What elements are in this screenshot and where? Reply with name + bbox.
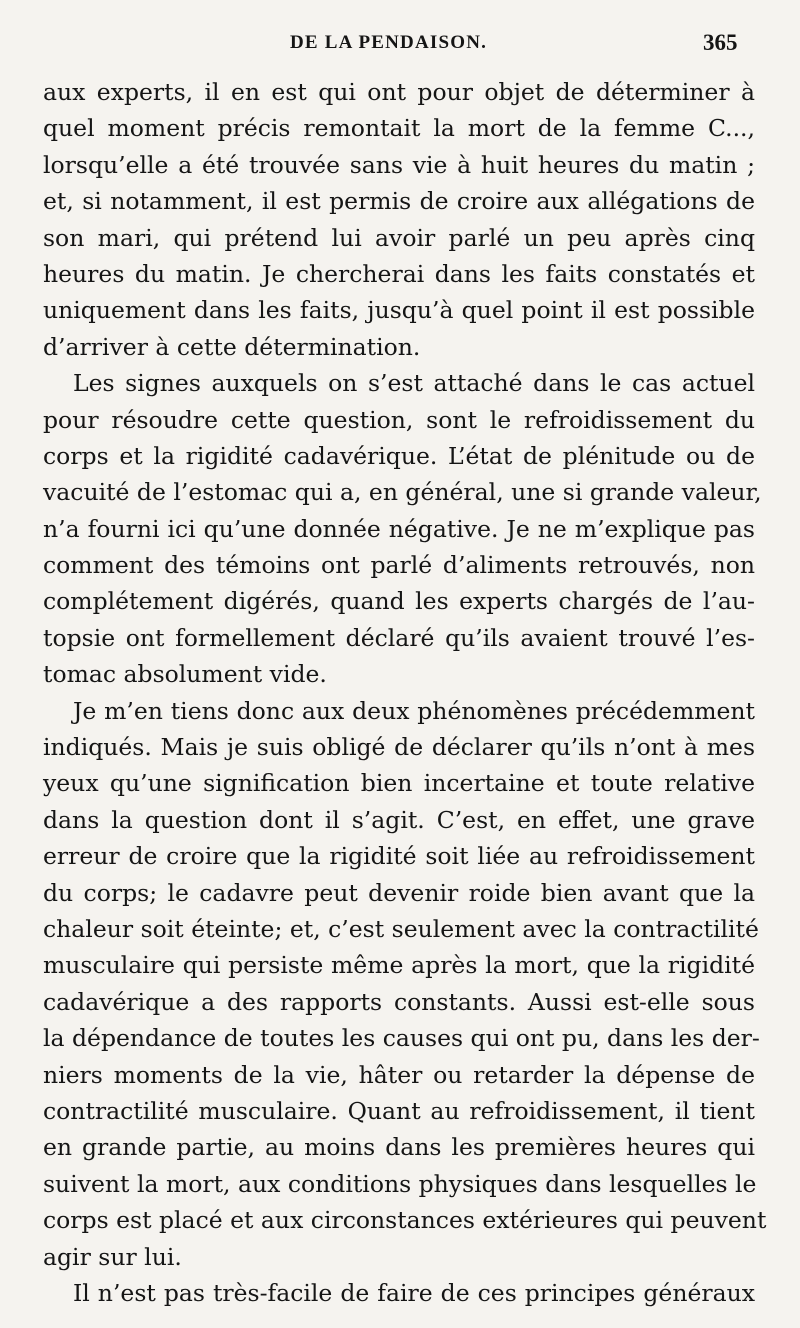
page-number: 365 bbox=[703, 30, 738, 55]
text-line: aux experts, il en est qui ont pour objet de déterminer à bbox=[43, 78, 755, 106]
text-line: en grande partie, au moins dans les premières heures qui bbox=[43, 1133, 755, 1162]
text-line: indiqués. Mais je suis obligé de déclarer qu’ils n’ont à mes bbox=[43, 733, 755, 762]
text-line: corps et la rigidité cadavérique. L’état de plénitude ou de bbox=[43, 441, 755, 470]
text-line: comment des témoins ont parlé d’aliments retrouvés, non bbox=[43, 551, 755, 580]
text-line: complétement digérés, quand les experts chargés de l’au- bbox=[43, 587, 755, 616]
text-line: chaleur soit éteinte; et, c’est seulement avec la contractilité bbox=[43, 914, 759, 943]
text-line: agir sur lui. bbox=[43, 1242, 182, 1271]
text-line: yeux qu’une signification bien incertaine et toute relative bbox=[43, 769, 755, 798]
paragraph-first-line: Il n’est pas très-facile de faire de ces principes généraux bbox=[73, 1278, 755, 1307]
text-line: dans la question dont il s’agit. C’est, en effet, une grave bbox=[43, 805, 755, 834]
text-line: corps est placé et aux circonstances extérieures qui peuvent bbox=[43, 1206, 767, 1235]
text-line: la dépendance de toutes les causes qui ont pu, dans les der- bbox=[43, 1024, 760, 1053]
text-line: et, si notamment, il est permis de croire aux allégations de bbox=[43, 187, 755, 216]
running-head: DE LA PENDAISON. bbox=[290, 32, 488, 53]
paragraph-first-line: Je m’en tiens donc aux deux phénomènes précédemment bbox=[73, 696, 755, 725]
text-line: topsie ont formellement déclaré qu’ils avaient trouvé l’es- bbox=[43, 623, 755, 652]
text-line: quel moment précis remontait la mort de la femme C..., bbox=[43, 114, 755, 143]
text-line: du corps; le cadavre peut devenir roide bien avant que la bbox=[43, 878, 755, 907]
text-line: contractilité musculaire. Quant au refroidissement, il tient bbox=[43, 1096, 755, 1125]
text-line: son mari, qui prétend lui avoir parlé un peu après cinq bbox=[43, 223, 755, 252]
text-line: cadavérique a des rapports constants. Aussi est-elle sous bbox=[43, 987, 755, 1016]
text-line: heures du matin. Je chercherai dans les faits constatés et bbox=[43, 259, 755, 288]
body-text bbox=[43, 74, 767, 1311]
text-line: niers moments de la vie, hâter ou retarder la dépense de bbox=[43, 1060, 755, 1089]
text-line: uniquement dans les faits, jusqu’à quel point il est possible bbox=[43, 296, 755, 325]
text-line: d’arriver à cette détermination. bbox=[43, 332, 421, 361]
text-line: vacuité de l’estomac qui a, en général, une si grande valeur, bbox=[43, 478, 762, 507]
text-line: erreur de croire que la rigidité soit liée au refroidissement bbox=[43, 842, 755, 871]
text-line: tomac absolument vide. bbox=[43, 660, 327, 689]
paragraph-first-line: Les signes auxquels on s’est attaché dans le cas actuel bbox=[73, 369, 755, 398]
text-line: musculaire qui persiste même après la mort, que la rigidité bbox=[43, 951, 755, 980]
text-line: n’a fourni ici qu’une donnée négative. Je ne m’explique pas bbox=[43, 514, 755, 543]
text-line: lorsqu’elle a été trouvée sans vie à huit heures du matin ; bbox=[43, 150, 755, 179]
text-line: suivent la mort, aux conditions physiques dans lesquelles le bbox=[43, 1169, 757, 1198]
text-line: pour résoudre cette question, sont le refroidissement du bbox=[43, 405, 755, 434]
